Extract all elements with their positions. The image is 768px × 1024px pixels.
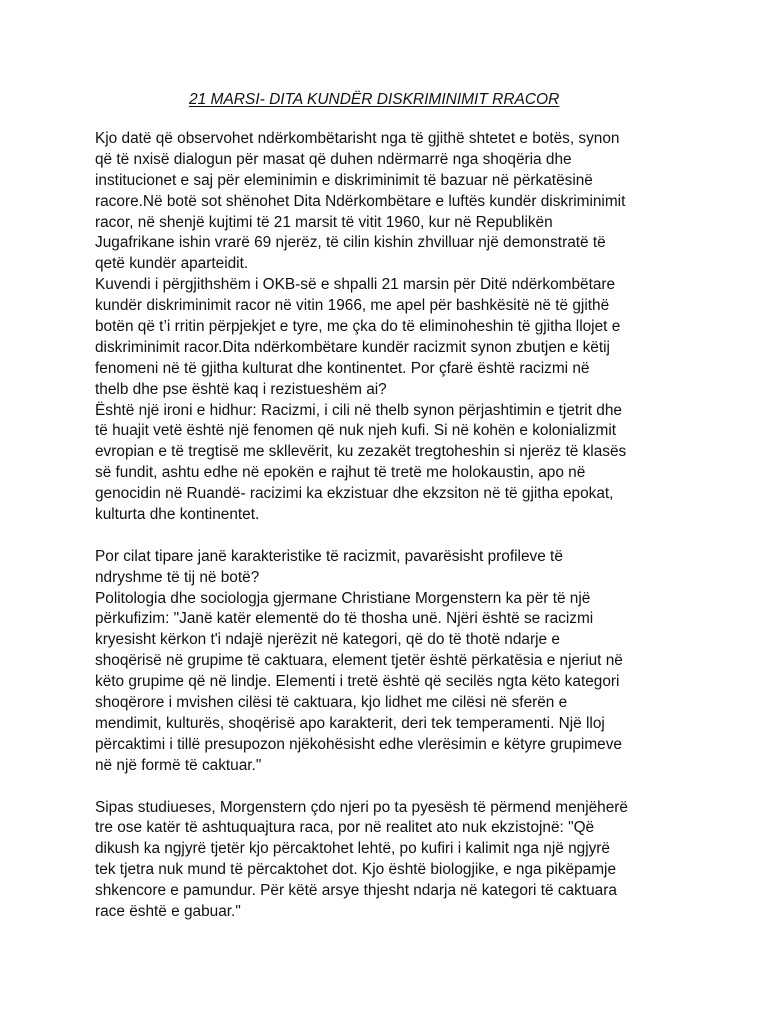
paragraph-line: Kuvendi i përgjithshëm i OKB-së e shpalli 21 marsin për Ditë ndërkombëtare	[95, 276, 616, 294]
paragraph-line: race është e gabuar."	[95, 902, 241, 920]
paragraph-line: thelb dhe pse është kaq i rezistueshëm ai?	[95, 380, 387, 398]
paragraph-line: mendimit, kulturës, shoqërisë apo karakterit, deri tek temperamenti. Një lloj	[95, 714, 605, 732]
paragraph-line: kundër diskriminimit racor në vitin 1966, me apel për bashkësitë në të gjithë	[95, 297, 610, 315]
paragraph-line: botën që t’i rritin përpjekjet e tyre, me çka do të eliminoheshin të gjitha llojet e	[95, 318, 621, 336]
paragraph-line: Politologia dhe sociologja gjermane Christiane Morgenstern ka për të një	[95, 589, 591, 607]
paragraph-line: ndryshme të tij në botë?	[95, 568, 260, 586]
paragraph-line: racor, në shenjë kujtimi të 21 marsit të vitit 1960, kur në Republikën	[95, 213, 553, 231]
paragraph-line: institucionet e saj për eleminimin e diskriminimit të bazuar në përkatësinë	[95, 171, 593, 189]
paragraph-line: Sipas studiueses, Morgenstern çdo njeri po ta pyesësh të përmend menjëherë	[95, 798, 628, 816]
paragraph-line: tre ose katër të ashtuquajtura raca, por në realitet ato nuk ekzistojnë: "Që	[95, 819, 595, 837]
paragraph-line: dikush ka ngjyrë tjetër kjo përcaktohet lehtë, po kufiri i kalimit nga një ngjyrë	[95, 840, 610, 858]
paragraph-line: qetë kundër aparteidit.	[95, 255, 249, 273]
paragraph-line: genocidin në Ruandë- racizimi ka ekzistuar dhe ekzsiton në të gjitha epokat,	[95, 485, 614, 503]
paragraph-line: evropian e të tregtisë me skllevërit, ku zezakët tregtoheshin si njerëz të klasës	[95, 443, 627, 461]
paragraph-line: racore.Në botë sot shënohet Dita Ndërkombëtare e luftës kundër diskriminimit	[95, 192, 626, 210]
paragraph-gap	[95, 526, 695, 547]
paragraph-gap	[95, 777, 695, 798]
paragraph-line: së fundit, ashtu edhe në epokën e rajhut të tretë me holokaustin, apo në	[95, 464, 586, 482]
paragraph-line: tek tjetra nuk mund të përcaktohet dot. Kjo është biologjike, e nga pikëpamje	[95, 861, 617, 879]
paragraph-line: të huajit vetë është një fenomen që nuk njeh kufi. Si në kohën e kolonializmit	[95, 422, 617, 440]
paragraph-line: shoqërisë në grupime të caktuara, element tjetër është përkatësia e njeriut në	[95, 652, 623, 670]
paragraph-line: Por cilat tipare janë karakteristike të racizmit, pavarësisht profileve të	[95, 547, 563, 565]
paragraph-line: shoqërore i mvishen cilësi të caktuara, kjo lidhet me cilësi në sferën e	[95, 694, 568, 712]
paragraph-line: Kjo datë që observohet ndërkombëtarisht nga të gjithë shtetet e botës, synon	[95, 130, 620, 147]
paragraph-line: përkufizim: "Janë katër elementë do të thosha unë. Njëri është se racizmi	[95, 610, 594, 628]
paragraph-line: diskriminimit racor.Dita ndërkombëtare kundër racizmit synon zbutjen e këtij	[95, 338, 610, 356]
paragraph-line: këto grupime që në lindje. Elementi i tretë është që secilës ngta këto kategori	[95, 673, 620, 691]
paragraph-line: Është një ironi e hidhur: Racizmi, i cili në thelb synon përjashtimin e tjetrit dhe	[95, 401, 622, 419]
paragraph-line: në një formë të caktuar."	[95, 756, 262, 774]
paragraph-line: kulturta dhe kontinentet.	[95, 506, 260, 524]
document-body	[95, 129, 695, 923]
document-title: 21 MARSI- DITA KUNDËR DISKRIMINIMIT RRACOR	[189, 91, 560, 108]
paragraph-line: fenomeni në të gjitha kulturat dhe kontinentet. Por çfarë është racizmi në	[95, 359, 590, 377]
paragraph-line: kryesisht kërkon t'i ndajë njerëzit në kategori, që do të thotë ndarje e	[95, 631, 560, 649]
paragraph-line: që të nxisë dialogun për masat që duhen ndërmarrë nga shoqëria dhe	[95, 150, 572, 168]
paragraph-line: Jugafrikane ishin vrarë 69 njerëz, të cilin kishin zhvilluar një demonstratë të	[95, 234, 606, 252]
paragraph-line: shkencore e pamundur. Për këtë arsye thjesht ndarja në kategori të caktuara	[95, 882, 617, 900]
paragraph-line: përcaktimi i tillë presupozon njëkohësisht edhe vlerësimin e këtyre grupimeve	[95, 735, 622, 753]
